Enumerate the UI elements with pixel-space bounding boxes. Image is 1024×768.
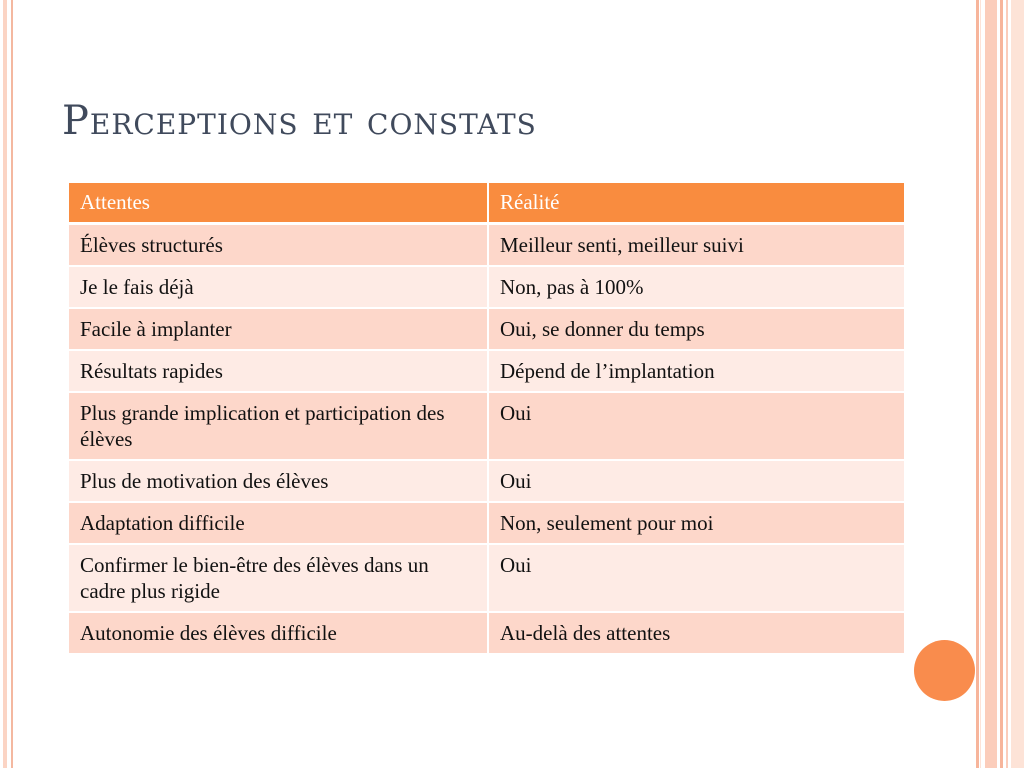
table-cell-realite: Non, pas à 100%: [487, 267, 904, 309]
table-row: [69, 461, 904, 503]
column-header-attentes: Attentes: [69, 183, 487, 225]
table-cell-realite: Oui, se donner du temps: [487, 309, 904, 351]
table-cell-attentes: Résultats rapides: [69, 351, 487, 393]
stripe: [1011, 0, 1024, 768]
decorative-circle: [914, 640, 975, 701]
table-cell-realite: Meilleur senti, meilleur suivi: [487, 225, 904, 267]
table-cell-realite: Oui: [487, 545, 904, 613]
table-row: [69, 613, 904, 655]
table-row: [69, 351, 904, 393]
left-border-stripe: [3, 0, 7, 768]
left-decorative-border: [0, 0, 13, 768]
column-header-realite: Réalité: [487, 183, 904, 225]
table-cell-attentes: Je le fais déjà: [69, 267, 487, 309]
table-cell-realite: Oui: [487, 461, 904, 503]
stripe: [980, 0, 981, 768]
right-decorative-stripes: [976, 0, 1024, 768]
table-row: [69, 225, 904, 267]
table-row: [69, 267, 904, 309]
expectations-reality-table: [69, 183, 904, 655]
table-row: [69, 545, 904, 613]
table-header-row: [69, 183, 904, 225]
stripe: [976, 0, 979, 768]
stripe: [1000, 0, 1003, 768]
table-container: [69, 183, 904, 655]
table-cell-attentes: Autonomie des élèves difficile: [69, 613, 487, 655]
table-row: [69, 393, 904, 461]
table-cell-realite: Non, seulement pour moi: [487, 503, 904, 545]
table-cell-attentes: Adaptation difficile: [69, 503, 487, 545]
stripe: [985, 0, 997, 768]
table-cell-attentes: Plus grande implication et participation des élèves: [69, 393, 487, 461]
table-cell-attentes: Élèves structurés: [69, 225, 487, 267]
table-row: [69, 503, 904, 545]
table-cell-attentes: Facile à implanter: [69, 309, 487, 351]
table-row: [69, 309, 904, 351]
table-cell-realite: Oui: [487, 393, 904, 461]
stripe: [1006, 0, 1008, 768]
slide-title: Perceptions et constats: [62, 98, 537, 144]
table-cell-attentes: Plus de motivation des élèves: [69, 461, 487, 503]
table-cell-realite: Au-delà des attentes: [487, 613, 904, 655]
table-cell-realite: Dépend de l’implantation: [487, 351, 904, 393]
table-cell-attentes: Confirmer le bien-être des élèves dans un cadre plus rigide: [69, 545, 487, 613]
